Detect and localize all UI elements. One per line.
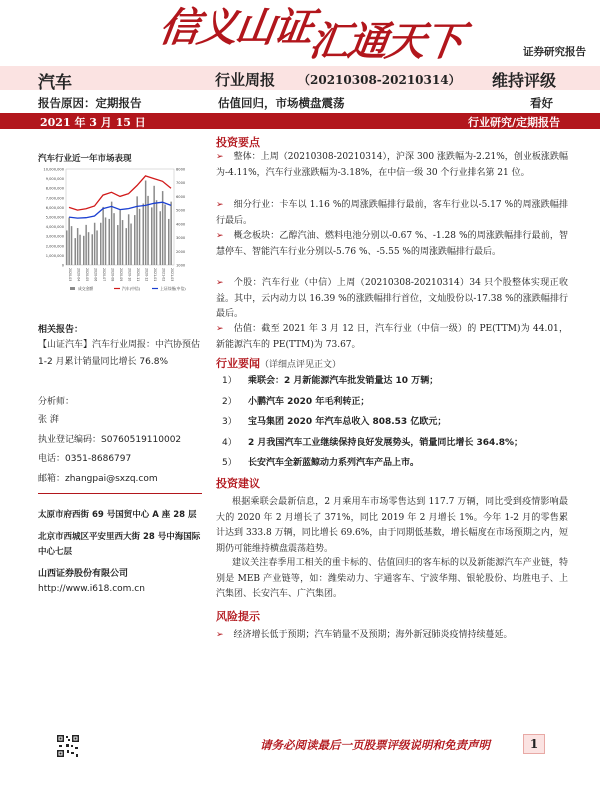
volume-bar bbox=[79, 235, 81, 265]
volume-bar bbox=[71, 226, 73, 265]
x-tick-label: 2021-01 bbox=[153, 268, 157, 282]
volume-bar bbox=[168, 219, 170, 265]
volume-bar bbox=[100, 223, 102, 265]
risk-text: 经济增长低于预期；汽车销量不及预期；海外新冠肺炎疫情持续蔓延。 bbox=[233, 630, 513, 640]
arrow-icon: ➢ bbox=[216, 152, 224, 162]
y-left-tick-label: 4,000,000 bbox=[45, 225, 64, 230]
volume-bar bbox=[153, 186, 155, 265]
volume-bar bbox=[85, 225, 87, 265]
volume-bar bbox=[122, 220, 124, 265]
phone: 电话：0351-8686797 bbox=[38, 454, 132, 464]
highlight-concept-text: 乙醇汽油、燃料电池分别以-0.67 %、-1.28 %的周涨跌幅排行最前，智慧停车、智能汽车行业分别以-5.76 %、-5.55 %的周涨跌幅排行最后。 bbox=[216, 231, 568, 257]
arrow-icon: ➢ bbox=[216, 200, 224, 210]
report-date: 2021 年 3 月 15 日 bbox=[40, 116, 146, 129]
banner bbox=[0, 0, 600, 64]
left-divider bbox=[38, 493, 202, 494]
x-tick-label: 2020-10 bbox=[127, 268, 132, 282]
tagline: 证券研究报告 bbox=[523, 46, 586, 58]
highlight-segment-label: 细分行业： bbox=[233, 200, 280, 210]
volume-bar bbox=[75, 238, 77, 265]
news-item bbox=[222, 415, 562, 430]
y-right-tick-label: 3000 bbox=[176, 236, 186, 241]
report-period: （20210308-20210314） bbox=[298, 73, 461, 87]
highlight-overall-text: 上周（20210308-20210314），沪深 300 涨跌幅为-2.21%，创业板涨跌幅为-4.11%，汽车行业涨跌幅为-3.18%，在中信一级 30 个行业排名第 21 位。 bbox=[216, 152, 568, 178]
y-right-tick-label: 7000 bbox=[176, 181, 186, 186]
industry: 汽车 bbox=[38, 73, 72, 93]
highlight-concept-label: 概念板块： bbox=[233, 231, 280, 241]
highlight-valuation-label: 估值： bbox=[233, 324, 262, 334]
website-link[interactable]: http://www.i618.com.cn bbox=[38, 584, 145, 594]
report-type: 行业周报 bbox=[215, 71, 276, 89]
report-category: 行业研究/定期报告 bbox=[468, 116, 561, 129]
volume-bar bbox=[109, 219, 111, 265]
email-link[interactable]: 邮箱：zhangpai@sxzq.com bbox=[38, 474, 158, 484]
highlight-valuation bbox=[216, 322, 568, 353]
qr-code-icon bbox=[56, 734, 80, 758]
x-tick-label: 2020-03 bbox=[68, 268, 72, 282]
news-num: 2） bbox=[222, 397, 237, 407]
arrow-icon: ➢ bbox=[216, 278, 224, 288]
y-left-tick-label: 3,000,000 bbox=[45, 234, 64, 239]
volume-bar bbox=[151, 207, 153, 265]
report-subtitle: 估值回归，市场横盘震荡 bbox=[218, 96, 345, 110]
advice-paragraph-2: 建议关注春季用工相关的重卡标的、估值回归的客车标的以及新能源汽车产业链，特别是 MEB 产业链等，如：潍柴动力、宇通客车、宁波华翔、银轮股份、均胜电子、上汽集团、长安汽车、广汽集团。 bbox=[216, 558, 568, 599]
x-tick-label: 2020-06 bbox=[93, 268, 98, 282]
legend-label: 汽车(中信) bbox=[122, 286, 141, 291]
y-right-tick-label: 4000 bbox=[176, 222, 186, 227]
y-left-tick-label: 5,000,000 bbox=[45, 215, 64, 220]
report-reason: 报告原因：定期报告 bbox=[38, 96, 142, 110]
y-left-tick-label: 9,000,000 bbox=[45, 177, 64, 182]
news-item bbox=[222, 374, 562, 389]
y-left-tick-label: 8,000,000 bbox=[45, 186, 64, 191]
news-text: 2 月我国汽车工业继续保持良好发展势头，销量同比增长 364.8%； bbox=[248, 438, 524, 448]
cert-code: 执业登记编码：S0760519110002 bbox=[38, 435, 182, 445]
x-tick-label: 2020-07 bbox=[102, 268, 106, 282]
y-left-tick-label: 6,000,000 bbox=[45, 205, 64, 210]
volume-bar bbox=[94, 223, 96, 265]
volume-bar bbox=[83, 236, 85, 265]
y-right-tick-label: 5000 bbox=[176, 208, 186, 213]
arrow-icon: ➢ bbox=[216, 324, 224, 334]
header-row-2 bbox=[0, 92, 600, 112]
y-right-tick-label: 8000 bbox=[176, 167, 186, 172]
highlights-title: 投资要点 bbox=[216, 136, 260, 149]
risk-title: 风险提示 bbox=[216, 610, 260, 623]
arrow-icon: ➢ bbox=[216, 231, 224, 241]
highlight-segment bbox=[216, 198, 568, 229]
y-right-tick-label: 1000 bbox=[176, 263, 186, 268]
volume-bar bbox=[134, 215, 136, 265]
related-title: 相关报告： bbox=[38, 325, 84, 335]
advice-title: 投资建议 bbox=[216, 477, 260, 490]
volume-bar bbox=[145, 181, 147, 265]
header-row-3 bbox=[0, 113, 600, 129]
highlight-segment-text: 卡车以 1.16 %的周涨跌幅排行最前，客车行业以-5.17 %的周涨跌幅排行最后。 bbox=[216, 200, 568, 226]
x-tick-label: 2020-11 bbox=[136, 268, 140, 282]
news-text: 乘联会：2 月新能源汽车批发销量达 10 万辆； bbox=[248, 376, 439, 386]
legend-label: 成交金额 bbox=[78, 286, 94, 291]
news-num: 5） bbox=[222, 458, 237, 468]
company-name: 山西证券股份有限公司 bbox=[38, 569, 129, 579]
y-left-tick-label: 0 bbox=[61, 263, 64, 268]
footer-disclaimer: 请务必阅读最后一页股票评级说明和免责声明 bbox=[260, 738, 490, 752]
volume-bar bbox=[92, 234, 94, 265]
slogan-part2: 汇通天下 bbox=[306, 18, 465, 65]
x-tick-label: 2020-09 bbox=[119, 268, 123, 282]
highlight-valuation-text: 截至 2021 年 3 月 12 日，汽车行业（中信一级）的 PE(TTM)为 44.01，新能源汽车的 PE(TTM)为 73.67。 bbox=[216, 324, 568, 350]
address-beijing: 北京市西城区平安里西大街 28 号中海国际中心七层 bbox=[38, 532, 201, 557]
volume-bar bbox=[170, 202, 172, 265]
header-row-1 bbox=[0, 66, 600, 93]
y-right-tick-label: 2000 bbox=[176, 249, 186, 254]
legend-label: 上证综指(中信) bbox=[160, 286, 186, 291]
volume-bar bbox=[68, 217, 70, 265]
volume-bar bbox=[128, 214, 129, 265]
analyst-name: 张 湃 bbox=[38, 415, 59, 425]
news-item bbox=[222, 436, 562, 451]
slogan-part1: 信义山证 bbox=[156, 4, 315, 51]
highlight-overall bbox=[216, 150, 568, 181]
x-tick-label: 2020-12 bbox=[144, 268, 149, 282]
analyst-label: 分析师： bbox=[38, 397, 75, 407]
highlight-stocks-label: 个股： bbox=[233, 278, 263, 288]
news-note: （详细点评见正文） bbox=[260, 360, 342, 370]
volume-bar bbox=[102, 207, 104, 265]
news-num: 4） bbox=[222, 438, 237, 448]
news-title bbox=[216, 355, 341, 371]
x-tick-label: 2020-05 bbox=[85, 268, 89, 282]
volume-bar bbox=[139, 209, 141, 265]
news-num: 3） bbox=[222, 417, 237, 427]
related-report-link[interactable]: 【山证汽车】汽车行业周报：中汽协预估 1-2 月累计销量同比增长 76.8% bbox=[38, 340, 201, 367]
x-tick-label: 2021-03 bbox=[170, 268, 174, 282]
volume-bar bbox=[117, 225, 119, 265]
volume-bar bbox=[96, 230, 98, 265]
y-left-tick-label: 2,000,000 bbox=[45, 244, 64, 249]
volume-bar bbox=[130, 224, 132, 265]
advice-paragraph-1: 根据乘联会最新信息，2 月乘用车市场零售达到 117.7 万辆，同比受到疫情影响最大的 2020 年 2 月增长了 371%，同比 2019 年 2 月增长 1%。今年 1-2 月的零售累计达到 333.8 万辆，同比增长 69.6%，由于同期低基数，增长幅度在市场预期之内，短期仍可能维持横盘震荡趋势。 bbox=[216, 497, 568, 554]
y-left-tick-label: 7,000,000 bbox=[45, 196, 64, 201]
volume-bar bbox=[164, 205, 166, 265]
legend-swatch bbox=[70, 287, 75, 290]
volume-bar bbox=[66, 230, 68, 265]
highlight-stocks-text: 汽车行业（中信）上周（20210308-20210314）34 只个股整体实现正收益。其中，云内动力以 16.39 %的涨跌幅排行首位，文灿股份以-17.38 %的涨跌幅排行最后。 bbox=[216, 278, 568, 319]
address-taiyuan: 太原市府西街 69 号国贸中心 A 座 28 层 bbox=[38, 510, 197, 520]
y-right-tick-label: 6000 bbox=[176, 194, 186, 199]
highlight-concept bbox=[216, 229, 568, 260]
volume-bar bbox=[147, 196, 149, 265]
volume-bar bbox=[105, 217, 107, 265]
volume-bar bbox=[160, 211, 162, 265]
news-title-text: 行业要闻 bbox=[216, 357, 260, 370]
x-tick-label: 2020-04 bbox=[76, 268, 81, 282]
market-chart bbox=[36, 165, 200, 295]
volume-bar bbox=[88, 232, 90, 265]
highlight-overall-label: 整体： bbox=[233, 152, 261, 162]
volume-bar bbox=[119, 210, 121, 265]
rating-value: 看好 bbox=[530, 96, 553, 110]
rating-label: 维持评级 bbox=[492, 71, 557, 90]
news-text: 长安汽车全新蓝鲸动力系列汽车产品上市。 bbox=[248, 458, 420, 468]
slogan bbox=[156, 0, 468, 65]
volume-bar bbox=[143, 204, 145, 265]
chart-title: 汽车行业近一年市场表现 bbox=[38, 154, 132, 164]
arrow-icon: ➢ bbox=[216, 630, 224, 640]
news-text: 宝马集团 2020 年汽车总收入 808.53 亿欧元； bbox=[248, 417, 447, 427]
volume-bar bbox=[77, 228, 79, 265]
news-item bbox=[222, 395, 562, 410]
volume-bar bbox=[111, 202, 113, 265]
news-num: 1） bbox=[222, 376, 237, 386]
highlight-stocks bbox=[216, 276, 568, 323]
volume-bar bbox=[113, 213, 115, 265]
x-tick-label: 2021-02 bbox=[161, 268, 166, 282]
news-item bbox=[222, 456, 562, 471]
news-text: 小鹏汽车 2020 年毛利转正； bbox=[248, 397, 370, 407]
x-tick-label: 2020-08 bbox=[110, 268, 115, 282]
y-left-tick-label: 10,000,000 bbox=[43, 167, 64, 172]
volume-bar bbox=[126, 228, 128, 265]
page-number: 1 bbox=[523, 734, 545, 754]
y-left-tick-label: 1,000,000 bbox=[45, 253, 64, 258]
risk-text-row bbox=[216, 628, 568, 644]
volume-bar bbox=[156, 200, 158, 265]
